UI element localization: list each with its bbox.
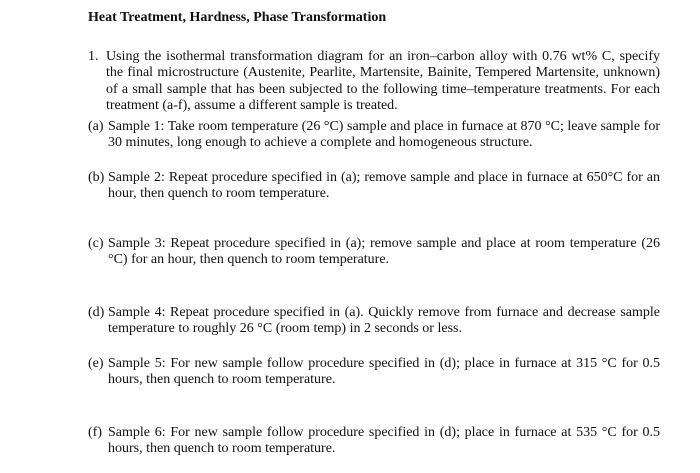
treatment-e (88, 356, 660, 389)
treatment-c (88, 236, 660, 269)
treatment-label: (e) (88, 356, 104, 371)
treatment-label: (f) (88, 425, 102, 440)
treatment-text: Sample 6: For new sample follow procedure specified in (d); place in furnace at 535 °C for 0.5 hours, then quench to room temperature. (108, 425, 660, 457)
treatment-text: Sample 4: Repeat procedure specified in (a). Quickly remove from furnace and decrease sample temperature to roughly 26 °C (room temp) in 2 seconds or less. (108, 305, 660, 337)
treatment-label: (b) (88, 170, 105, 185)
treatment-text: Sample 2: Repeat procedure specified in (a); remove sample and place in furnace at 650°C for an hour, then quench to room temperature. (108, 170, 660, 202)
question-1 (88, 49, 660, 114)
treatment-text: Sample 1: Take room temperature (26 °C) sample and place in furnace at 870 °C; leave sample for 30 minutes, long enough to achieve a complete and homogeneous structure. (108, 119, 660, 151)
document-title: Heat Treatment, Hardness, Phase Transformation (88, 10, 387, 25)
treatment-label: (d) (88, 305, 105, 320)
treatment-a (88, 119, 660, 152)
treatment-text: Sample 3: Repeat procedure specified in (a); remove sample and place at room temperature (26 °C) for an hour, then quench to room temperature. (108, 236, 660, 268)
treatment-f (88, 425, 660, 458)
question-text: Using the isothermal transformation diagram for an iron–carbon alloy with 0.76 wt% C, specify the final microstructure (Austenite, Pearlite, Martensite, Bainite, Tempered Martensite, unknown) of a small sample that has been subjected to the following time–temperature treatments. For each treatment (a-f), assume a different sample is treated. (106, 49, 660, 113)
treatment-d (88, 305, 660, 338)
treatment-label: (a) (88, 119, 104, 134)
treatment-label: (c) (88, 236, 104, 251)
question-number: 1. (88, 49, 99, 64)
treatment-b (88, 170, 660, 203)
treatment-text: Sample 5: For new sample follow procedure specified in (d); place in furnace at 315 °C for 0.5 hours, then quench to room temperature. (108, 356, 660, 388)
